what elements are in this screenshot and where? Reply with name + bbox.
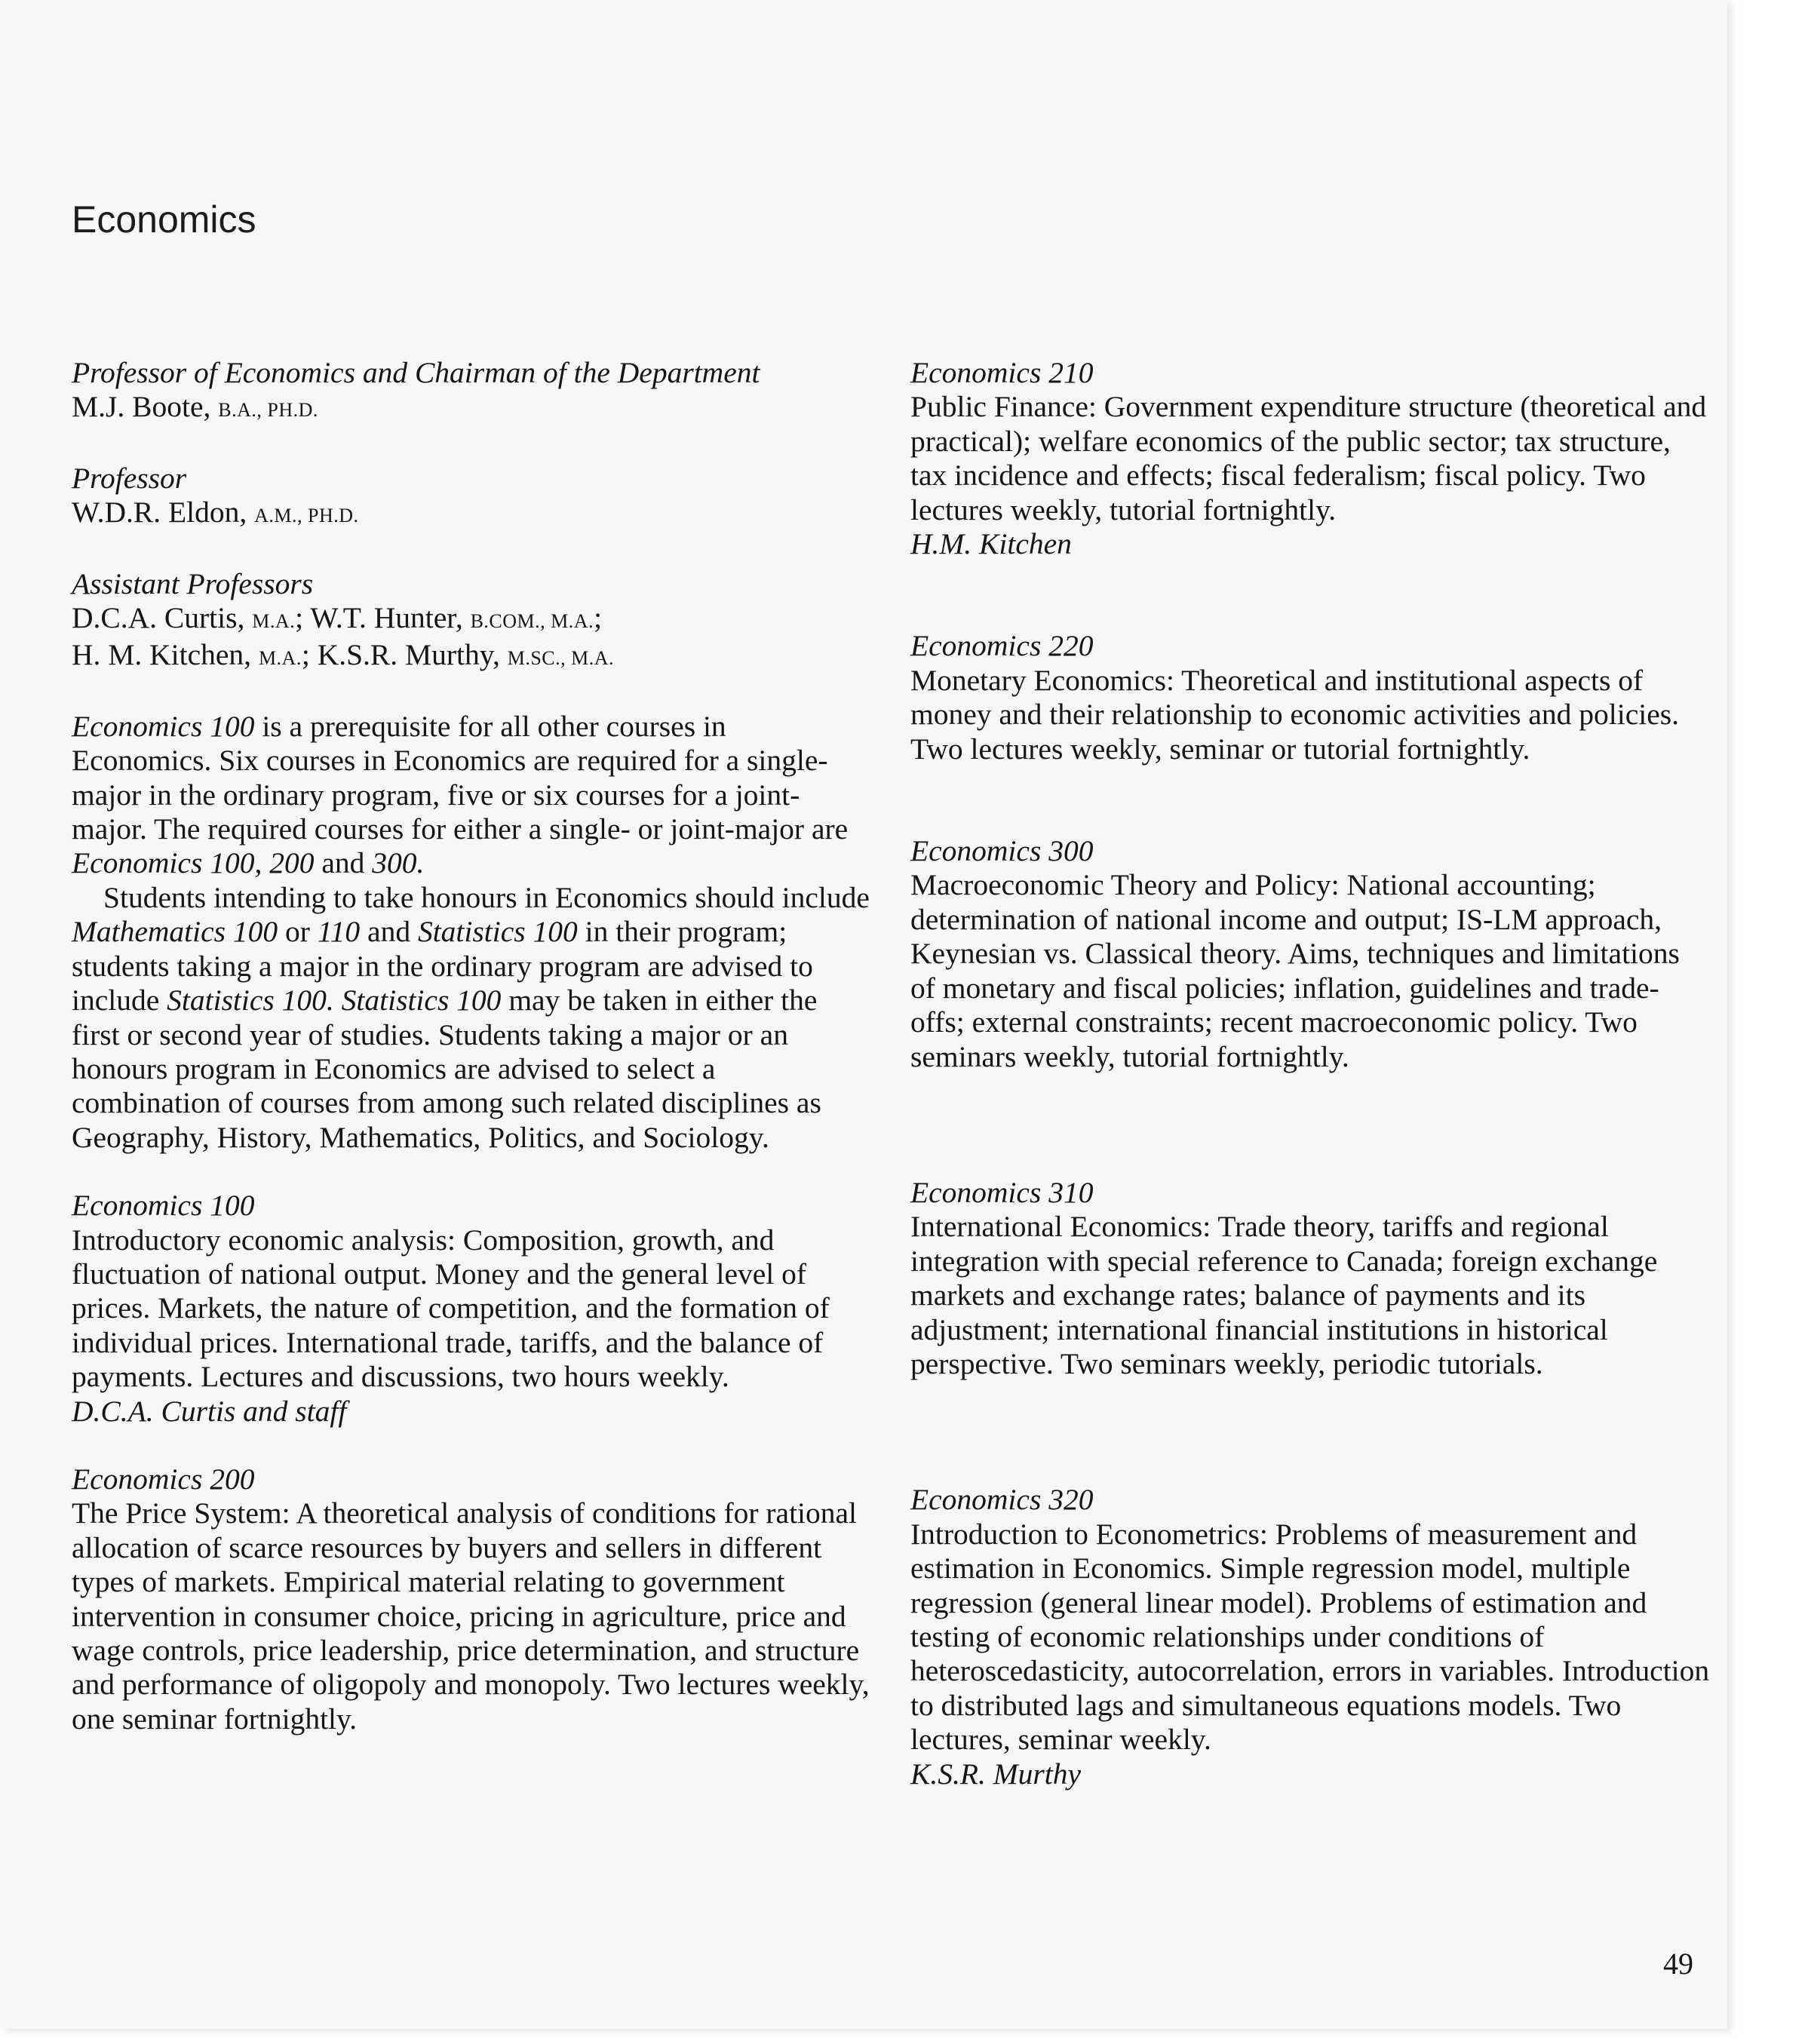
intro-paragraph-2 — [72, 881, 871, 1155]
course-entry — [910, 1483, 1710, 1791]
assistant-title: Assistant Professors — [72, 566, 314, 600]
course-description: Public Finance: Government expenditure structure (theoretical and practical); welfare economics of the public sector; tax structure, tax incidence and effects; fiscal federalism; fiscal policy. Two lectures weekly, tutorial fortnightly. — [910, 390, 1707, 526]
course-entry — [72, 1189, 871, 1429]
assistant-1-name: D.C.A. Curtis, — [72, 601, 253, 635]
course-instructor: K.S.R. Murthy — [910, 1757, 1082, 1791]
assistant-4-name: ; K.S.R. Murthy, — [301, 638, 508, 672]
professor-title: Professor — [72, 461, 187, 495]
professor-name: W.D.R. Eldon, — [72, 496, 255, 529]
intro-text: is a prerequisite for all other courses in Economics. Six courses in Economics are required for a single-major in the ordinary program, five or six courses for a joint-major. The required courses for either a single- or joint-major are — [72, 709, 849, 846]
intro2-or: or — [278, 915, 318, 949]
intro2-and: and — [360, 915, 418, 949]
intro2-math: Mathematics 100 — [72, 915, 278, 949]
page-title: Economics — [72, 198, 256, 241]
intro2-text-b: in their program; students taking a major in the ordinary program are advised to include — [72, 915, 813, 1017]
assistant-4-degrees: M.SC., M.A. — [507, 647, 615, 670]
faculty-professor — [72, 462, 871, 533]
intro2-110: 110 — [317, 915, 361, 949]
assistant-line-1 — [72, 601, 871, 638]
assistant-line-2 — [72, 638, 871, 675]
professor-name-line — [72, 496, 871, 532]
intro-and: and — [314, 846, 373, 880]
course-description: The Price System: A theoretical analysis of conditions for rational allocation of scarce resources by buyers and sellers in different types of markets. Empirical material relating to government intervention in consumer choice, pricing in agriculture, price and wage controls, price leadership, price determination, and structure and performance of oligopoly and monopoly. Two lectures weekly, one seminar fortnightly. — [72, 1496, 870, 1736]
faculty-chair — [72, 356, 871, 428]
intro2-text-a: Students intending to take honours in Economics should include — [103, 880, 870, 914]
assistant-3-name: H. M. Kitchen, — [72, 638, 259, 672]
course-entry — [72, 1462, 871, 1736]
course-code: Economics 310 — [910, 1175, 1094, 1209]
chair-degrees: B.A., PH.D. — [218, 399, 318, 422]
course-code: Economics 100 — [72, 1189, 255, 1223]
intro-required-courses: Economics 100, 200 — [72, 846, 315, 880]
course-code: Economics 210 — [910, 356, 1094, 389]
course-entry — [910, 356, 1710, 561]
course-instructor: H.M. Kitchen — [910, 527, 1072, 561]
faculty-assistant-professors — [72, 567, 871, 676]
right-column — [910, 356, 1710, 1791]
professor-degrees: A.M., PH.D. — [254, 505, 359, 527]
intro2-stat: Statistics 100 — [417, 915, 578, 949]
intro-course-ref: Economics 100 — [72, 709, 255, 743]
intro-course-300: 300. — [372, 846, 425, 880]
course-code: Economics 300 — [910, 834, 1094, 868]
assistant-2-degrees: B.COM., M.A. — [470, 610, 594, 633]
course-entry — [910, 629, 1710, 766]
assistant-2-end: ; — [594, 601, 603, 635]
course-entry — [910, 834, 1710, 1074]
intro2-text-c: may be taken in either the first or second year of studies. Students taking a major or an honours program in Economics are advised to select a combination of courses from among such related disciplines as Geography, History, Mathematics, Politics, and Sociology. — [72, 984, 821, 1154]
course-description: Introductory economic analysis: Composition, growth, and fluctuation of national output. Money and the general level of prices. Markets, the nature of competition, and the formation of individual prices. International trade, tariffs, and the balance of payments. Lectures and discussions, two hours weekly. — [72, 1223, 830, 1394]
course-instructor: D.C.A. Curtis and staff — [72, 1394, 347, 1428]
assistant-2-name: ; W.T. Hunter, — [295, 601, 471, 635]
chair-title: Professor of Economics and Chairman of the Department — [72, 356, 760, 389]
chair-name: M.J. Boote, — [72, 390, 219, 424]
course-description: Introduction to Econometrics: Problems of measurement and estimation in Economics. Simple regression model, multiple regression (general linear model). Problems of estimation and testing of economic relationships under conditions of heteroscedasticity, autocorrelation, errors in variables. Introduction to distributed lags and simultaneous equations models. Two lectures, seminar weekly. — [910, 1517, 1710, 1757]
left-column — [72, 356, 871, 1736]
course-entry — [910, 1176, 1710, 1381]
intro-paragraph-1 — [72, 710, 871, 881]
course-code: Economics 220 — [910, 629, 1094, 663]
page-number: 49 — [1663, 1947, 1693, 1981]
assistant-1-degrees: M.A. — [252, 610, 296, 633]
course-description: Macroeconomic Theory and Policy: National accounting; determination of national income and output; IS-LM approach, Keynesian vs. Classical theory. Aims, techniques and limitations of monetary and fiscal policies; inflation, guidelines and trade-offs; external constraints; recent macroeconomic policy. Two seminars weekly, tutorial fortnightly. — [910, 868, 1680, 1073]
course-code: Economics 320 — [910, 1483, 1094, 1517]
assistant-3-degrees: M.A. — [258, 647, 302, 670]
course-description: International Economics: Trade theory, tariffs and regional integration with special reference to Canada; foreign exchange markets and exchange rates; balance of payments and its adjustment; international financial institutions in historical perspective. Two seminars weekly, periodic tutorials. — [910, 1210, 1658, 1380]
intro2-stat2: Statistics 100. Statistics 100 — [167, 984, 502, 1017]
course-code: Economics 200 — [72, 1462, 255, 1496]
course-description: Monetary Economics: Theoretical and institutional aspects of money and their relationship to economic activities and policies. Two lectures weekly, seminar or tutorial fortnightly. — [910, 663, 1680, 766]
chair-name-line — [72, 390, 871, 427]
